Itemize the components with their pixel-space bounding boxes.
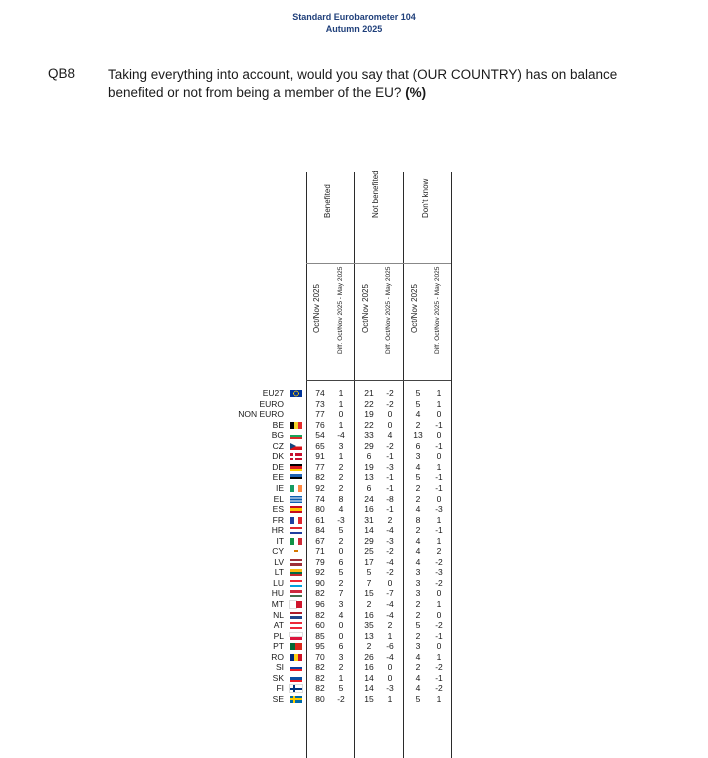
value-cell: -2: [386, 546, 394, 557]
flag-lv-icon: [290, 559, 302, 566]
column-group-benefited: Benefited: [323, 184, 332, 218]
value-cell: 24: [364, 493, 374, 504]
table-row: [0, 504, 460, 515]
country-code: RO: [271, 651, 284, 662]
country-code: SK: [272, 672, 284, 683]
table-row: [0, 641, 460, 652]
flag-eu-icon: [290, 390, 302, 397]
value-cell: 95: [315, 641, 325, 652]
table-row: [0, 409, 460, 420]
country-code: HR: [271, 525, 284, 536]
value-cell: 14: [364, 672, 374, 683]
flag-pl-icon: [290, 633, 302, 640]
value-cell: 3: [338, 599, 344, 609]
flag-lt-icon: [290, 569, 302, 576]
table-row: [0, 567, 460, 578]
value-cell: -1: [386, 472, 394, 483]
table-row: [0, 536, 460, 547]
table-row: [0, 420, 460, 431]
value-cell: 76: [315, 419, 325, 430]
value-cell: -1: [435, 419, 443, 430]
country-code: HU: [271, 588, 284, 599]
value-cell: 4: [415, 672, 421, 683]
value-cell: 2: [338, 461, 344, 472]
value-cell: 82: [315, 588, 325, 599]
value-cell: 79: [315, 556, 325, 567]
table-row: [0, 683, 460, 694]
value-cell: 2: [415, 493, 421, 504]
question-text: [108, 66, 668, 102]
country-code: IE: [275, 482, 284, 493]
value-cell: -6: [386, 641, 394, 652]
value-cell: 13: [364, 630, 374, 641]
value-cell: 8: [415, 514, 421, 525]
value-cell: 74: [315, 388, 325, 398]
value-cell: -2: [386, 567, 394, 578]
col-benefited-current: Oct/Nov 2025: [312, 284, 321, 333]
value-cell: 5: [415, 693, 421, 704]
value-cell: -3: [435, 567, 443, 578]
col-dont-know-current: Oct/Nov 2025: [410, 284, 419, 333]
flag-sk-icon: [290, 675, 302, 682]
country-code: FI: [276, 683, 284, 694]
value-cell: 2: [387, 514, 393, 525]
value-cell: -2: [386, 440, 394, 451]
value-cell: 3: [415, 451, 421, 462]
value-cell: 2: [415, 599, 421, 609]
value-cell: 25: [364, 546, 374, 557]
value-cell: 3: [415, 588, 421, 599]
value-cell: 2: [415, 482, 421, 493]
value-cell: 4: [415, 683, 421, 694]
value-cell: 1: [436, 535, 442, 546]
value-cell: 54: [315, 430, 325, 441]
value-cell: 4: [415, 546, 421, 557]
value-cell: -8: [386, 493, 394, 504]
flag-ee-icon: [290, 474, 302, 481]
value-cell: 1: [387, 693, 393, 704]
value-cell: 1: [436, 388, 442, 398]
value-cell: 14: [364, 683, 374, 694]
value-cell: 2: [338, 577, 344, 588]
value-cell: -1: [435, 525, 443, 536]
value-cell: -1: [435, 672, 443, 683]
value-cell: 92: [315, 482, 325, 493]
value-cell: 0: [387, 409, 393, 420]
flag-hu-icon: [290, 590, 302, 597]
value-cell: 3: [338, 440, 344, 451]
flag-de-icon: [290, 464, 302, 471]
value-cell: 4: [415, 556, 421, 567]
flag-bg-icon: [290, 432, 302, 439]
flag-cy-icon: [290, 548, 302, 555]
value-cell: 19: [364, 409, 374, 420]
value-cell: 82: [315, 662, 325, 673]
value-cell: 1: [436, 461, 442, 472]
value-cell: -1: [386, 451, 394, 462]
value-cell: 21: [364, 388, 374, 398]
value-cell: 0: [387, 419, 393, 430]
value-cell: 0: [387, 672, 393, 683]
value-cell: -2: [386, 398, 394, 409]
country-code: NON EURO: [238, 409, 284, 420]
value-cell: 0: [436, 451, 442, 462]
country-code: AT: [273, 620, 284, 631]
value-cell: 0: [436, 493, 442, 504]
value-cell: 1: [338, 672, 344, 683]
table-row: [0, 620, 460, 631]
value-cell: 16: [364, 504, 374, 515]
country-code: CZ: [272, 440, 284, 451]
value-cell: 1: [436, 514, 442, 525]
value-cell: 3: [415, 641, 421, 652]
value-cell: 77: [315, 409, 325, 420]
value-cell: 0: [338, 546, 344, 557]
grid-line: [306, 263, 451, 264]
country-code: ES: [272, 504, 284, 515]
flag-pt-icon: [290, 643, 302, 650]
country-code: LU: [273, 577, 284, 588]
value-cell: 13: [413, 430, 423, 441]
value-cell: 15: [364, 693, 374, 704]
value-cell: 82: [315, 472, 325, 483]
country-code: SE: [272, 693, 284, 704]
value-cell: 70: [315, 651, 325, 662]
value-cell: 15: [364, 588, 374, 599]
value-cell: -2: [435, 556, 443, 567]
flag-fi-icon: [290, 685, 302, 692]
value-cell: -1: [435, 440, 443, 451]
table-row: [0, 483, 460, 494]
table-row: [0, 399, 460, 410]
col-dont-know-diff: Diff. Oct/Nov 2025 - May 2025: [434, 266, 441, 354]
value-cell: 96: [315, 599, 325, 609]
col-benefited-diff: Diff. Oct/Nov 2025 - May 2025: [337, 266, 344, 354]
value-cell: 6: [366, 451, 372, 462]
country-code: EL: [273, 493, 284, 504]
question-body: Taking everything into account, would you say that (OUR COUNTRY) has on balance benefited or not from being a member of the EU?: [108, 67, 618, 100]
flag-at-icon: [290, 622, 302, 629]
value-cell: 29: [364, 535, 374, 546]
report-season: Autumn 2025: [325, 24, 383, 34]
value-cell: 92: [315, 567, 325, 578]
value-cell: -2: [435, 577, 443, 588]
value-cell: 33: [364, 430, 374, 441]
flag-nl-icon: [290, 612, 302, 619]
table-row: [0, 662, 460, 673]
value-cell: 17: [364, 556, 374, 567]
value-cell: 22: [364, 419, 374, 430]
value-cell: -1: [435, 472, 443, 483]
grid-line: [306, 380, 451, 381]
value-cell: 5: [366, 567, 372, 578]
value-cell: 16: [364, 662, 374, 673]
value-cell: 1: [338, 388, 344, 398]
value-cell: 85: [315, 630, 325, 641]
value-cell: -1: [435, 630, 443, 641]
value-cell: 2: [415, 525, 421, 536]
value-cell: 4: [338, 609, 344, 620]
table-row: [0, 494, 460, 505]
value-cell: -3: [386, 683, 394, 694]
value-cell: 4: [415, 504, 421, 515]
value-cell: 22: [364, 398, 374, 409]
flag-es-icon: [290, 506, 302, 513]
value-cell: 0: [436, 430, 442, 441]
flag-ie-icon: [290, 485, 302, 492]
value-cell: 2: [436, 546, 442, 557]
value-cell: 67: [315, 535, 325, 546]
value-cell: 31: [364, 514, 374, 525]
value-cell: 8: [338, 493, 344, 504]
table-row: [0, 557, 460, 568]
country-code: DK: [272, 451, 284, 462]
value-cell: 0: [387, 577, 393, 588]
flag-it-icon: [290, 538, 302, 545]
value-cell: 3: [338, 651, 344, 662]
value-cell: 6: [338, 556, 344, 567]
value-cell: 82: [315, 609, 325, 620]
value-cell: 5: [415, 388, 421, 398]
table-row: [0, 546, 460, 557]
value-cell: 4: [338, 504, 344, 515]
value-cell: 7: [366, 577, 372, 588]
value-cell: -2: [435, 620, 443, 631]
country-code: EURO: [259, 398, 284, 409]
value-cell: 60: [315, 620, 325, 631]
value-cell: 1: [338, 398, 344, 409]
value-cell: 65: [315, 440, 325, 451]
value-cell: 2: [338, 535, 344, 546]
country-code: NL: [273, 609, 284, 620]
value-cell: 3: [415, 567, 421, 578]
value-cell: 2: [338, 662, 344, 673]
flag-el-icon: [290, 496, 302, 503]
value-cell: -2: [337, 693, 345, 704]
value-cell: 91: [315, 451, 325, 462]
country-code: EU27: [262, 388, 284, 398]
value-cell: -1: [386, 482, 394, 493]
value-cell: -4: [386, 525, 394, 536]
value-cell: 1: [436, 599, 442, 609]
flag-be-icon: [290, 422, 302, 429]
value-cell: 2: [338, 482, 344, 493]
col-not-benefited-diff: Diff. Oct/Nov 2025 - May 2025: [385, 266, 392, 354]
value-cell: -3: [337, 514, 345, 525]
flag-dk-icon: [290, 453, 302, 460]
value-cell: 3: [415, 577, 421, 588]
value-cell: 2: [338, 472, 344, 483]
value-cell: 5: [338, 567, 344, 578]
value-cell: 1: [436, 398, 442, 409]
value-cell: 90: [315, 577, 325, 588]
country-code: BG: [271, 430, 284, 441]
table-row: [0, 472, 460, 483]
value-cell: 73: [315, 398, 325, 409]
country-code: PT: [273, 641, 284, 652]
value-cell: -7: [386, 588, 394, 599]
value-cell: -3: [386, 461, 394, 472]
value-cell: 16: [364, 609, 374, 620]
value-cell: 77: [315, 461, 325, 472]
country-code: FR: [272, 514, 284, 525]
value-cell: 35: [364, 620, 374, 631]
value-cell: 2: [415, 662, 421, 673]
value-cell: -4: [386, 556, 394, 567]
table-row: [0, 631, 460, 642]
value-cell: 1: [387, 630, 393, 641]
value-cell: 74: [315, 493, 325, 504]
value-cell: 2: [415, 630, 421, 641]
table-row: [0, 694, 460, 705]
flag-cz-icon: [290, 443, 302, 450]
flag-se-icon: [290, 696, 302, 703]
flag-hr-icon: [290, 527, 302, 534]
table-row: [0, 588, 460, 599]
value-cell: 84: [315, 525, 325, 536]
value-cell: 0: [338, 630, 344, 641]
value-cell: -3: [435, 504, 443, 515]
value-cell: 0: [436, 409, 442, 420]
value-cell: 0: [338, 620, 344, 631]
table-row: [0, 652, 460, 663]
question-unit: (%): [405, 85, 427, 100]
value-cell: 29: [364, 440, 374, 451]
value-cell: 26: [364, 651, 374, 662]
value-cell: 4: [415, 651, 421, 662]
value-cell: 4: [415, 535, 421, 546]
value-cell: 5: [415, 472, 421, 483]
country-code: PL: [273, 630, 284, 641]
value-cell: 1: [338, 451, 344, 462]
value-cell: 82: [315, 683, 325, 694]
value-cell: 0: [436, 588, 442, 599]
value-cell: -2: [386, 388, 394, 398]
country-code: LT: [274, 567, 284, 578]
flag-si-icon: [290, 664, 302, 671]
country-code: EE: [272, 472, 284, 483]
value-cell: 5: [415, 398, 421, 409]
column-group-not-benefited: Not benefited: [371, 170, 380, 218]
country-code: LV: [274, 556, 284, 567]
value-cell: -1: [435, 482, 443, 493]
flag-ro-icon: [290, 654, 302, 661]
value-cell: -4: [386, 609, 394, 620]
value-cell: 80: [315, 504, 325, 515]
value-cell: 1: [338, 419, 344, 430]
value-cell: 6: [366, 482, 372, 493]
country-code: BE: [272, 419, 284, 430]
value-cell: 19: [364, 461, 374, 472]
table-row: [0, 451, 460, 462]
value-cell: 2: [387, 620, 393, 631]
value-cell: 0: [387, 662, 393, 673]
value-cell: 4: [387, 430, 393, 441]
country-code: DE: [272, 461, 284, 472]
table-row: [0, 462, 460, 473]
table-row: [0, 388, 460, 399]
value-cell: 5: [415, 620, 421, 631]
table-row: [0, 673, 460, 684]
flag-fr-icon: [290, 517, 302, 524]
value-cell: 4: [415, 461, 421, 472]
value-cell: 82: [315, 672, 325, 683]
value-cell: -3: [386, 535, 394, 546]
value-cell: 71: [315, 546, 325, 557]
country-code: CY: [272, 546, 284, 557]
table-row: [0, 578, 460, 589]
value-cell: -4: [337, 430, 345, 441]
column-group-dont-know: Don't know: [421, 178, 430, 218]
value-cell: 2: [415, 419, 421, 430]
table-row: [0, 599, 460, 610]
value-cell: 13: [364, 472, 374, 483]
value-cell: 4: [415, 409, 421, 420]
table-row: [0, 430, 460, 441]
value-cell: 2: [415, 609, 421, 620]
value-cell: 5: [338, 525, 344, 536]
value-cell: 6: [415, 440, 421, 451]
value-cell: -1: [386, 504, 394, 515]
country-code: MT: [271, 599, 284, 609]
country-code: IT: [276, 535, 284, 546]
value-cell: 2: [366, 641, 372, 652]
value-cell: 80: [315, 693, 325, 704]
value-cell: 1: [436, 651, 442, 662]
flag-mt-icon: [290, 601, 302, 608]
table-row: [0, 610, 460, 621]
value-cell: -2: [435, 683, 443, 694]
value-cell: 14: [364, 525, 374, 536]
table-row: [0, 515, 460, 526]
flag-lu-icon: [290, 580, 302, 587]
value-cell: 1: [436, 693, 442, 704]
value-cell: -2: [435, 662, 443, 673]
value-cell: 6: [338, 641, 344, 652]
col-not-benefited-current: Oct/Nov 2025: [361, 284, 370, 333]
table-row: [0, 441, 460, 452]
value-cell: 0: [338, 409, 344, 420]
value-cell: 0: [436, 609, 442, 620]
question-code: QB8: [48, 66, 76, 81]
value-cell: 2: [366, 599, 372, 609]
value-cell: 61: [315, 514, 325, 525]
value-cell: 7: [338, 588, 344, 599]
report-title: Standard Eurobarometer 104: [292, 12, 416, 22]
country-code: SI: [275, 662, 284, 673]
value-cell: 0: [436, 641, 442, 652]
value-cell: 5: [338, 683, 344, 694]
value-cell: -4: [386, 651, 394, 662]
value-cell: -4: [386, 599, 394, 609]
table-row: [0, 525, 460, 536]
